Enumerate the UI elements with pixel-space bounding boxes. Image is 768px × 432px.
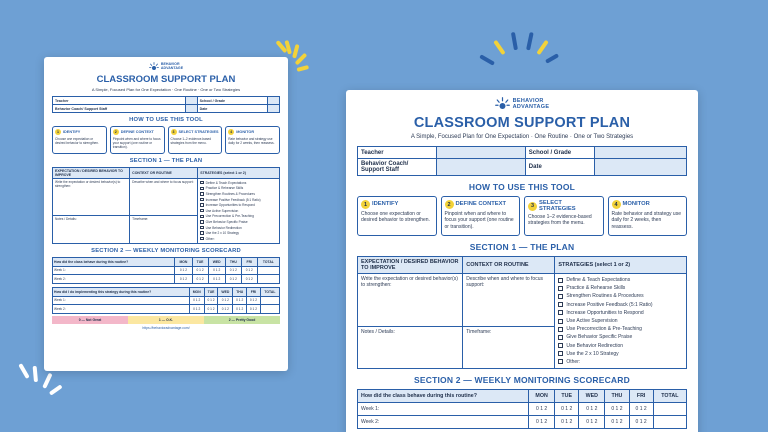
teacher-label: Teacher: [358, 147, 437, 159]
checkbox-icon[interactable]: [558, 351, 563, 356]
rating-cell[interactable]: 0 1 2: [629, 403, 653, 416]
expectation-header: EXPECTATION / DESIRED BEHAVIOR TO IMPROVE: [358, 257, 463, 274]
step-identify: 1 IDENTIFY Choose one expectation or desired behavior to strengthen.: [357, 196, 437, 236]
school-grade-field[interactable]: [594, 147, 686, 159]
date-field[interactable]: [594, 159, 686, 176]
page-title: CLASSROOM SUPPORT PLAN: [96, 74, 236, 85]
strategy-label: Increase Opportunities to Respond: [205, 203, 255, 208]
info-table: [357, 146, 687, 176]
plan-table: [357, 256, 687, 369]
checkbox-icon[interactable]: [200, 215, 203, 218]
checkbox-icon[interactable]: [558, 278, 563, 283]
strategy-label: Strengthen Routines & Procedures: [566, 293, 644, 300]
strategy-option[interactable]: [558, 292, 683, 300]
checkbox-icon[interactable]: [200, 198, 203, 201]
day-thu: THU: [605, 390, 629, 403]
expectation-field[interactable]: Write the expectation or desired behavior(s) to strengthen:: [358, 274, 463, 327]
strategy-label: Define & Teach Expectations: [205, 180, 247, 185]
teacher-field[interactable]: [436, 147, 525, 159]
plan-heading: SECTION 1 — THE PLAN: [469, 242, 575, 252]
context-header: CONTEXT OR ROUTINE: [463, 257, 555, 274]
strategy-label: Use Active Supervision: [566, 318, 618, 325]
rating-cell[interactable]: 0 1 2: [555, 403, 579, 416]
page-title: CLASSROOM SUPPORT PLAN: [413, 115, 631, 131]
strategy-label: Increase Positive Feedback (5:1 Ratio): [566, 301, 653, 308]
notes-field[interactable]: Notes / Details:: [358, 326, 463, 368]
checkbox-icon[interactable]: [200, 181, 203, 184]
strategy-label: Use Active Supervision: [205, 208, 239, 213]
strategy-option[interactable]: [200, 236, 277, 242]
checkbox-icon[interactable]: [558, 327, 563, 332]
strategy-label: Use the 2 x 10 Strategy: [566, 350, 619, 357]
checkbox-icon[interactable]: [200, 187, 203, 190]
checkbox-icon[interactable]: [558, 335, 563, 340]
total-header: TOTAL: [653, 390, 686, 403]
scorecard-table-2: How did I do implementing this strategy during this routine? MON TUE WED THU FRI TOTAL Week 1: 0 1 2 0 1 2 0 1 2 0 1 2 0 1 2 Week 2: 0 1 2 0 1 2 0 1 2 0 1 2 0 1 2: [52, 287, 280, 314]
strategy-label: Increase Opportunities to Respond: [566, 309, 644, 316]
strategy-label: Use the 2 x 10 Strategy: [205, 231, 239, 236]
plan-thumbnail: [44, 57, 288, 371]
strategy-label: Increase Positive Feedback (5:1 Ratio): [205, 197, 261, 202]
day-wed: WED: [579, 390, 605, 403]
checkbox-icon[interactable]: [200, 231, 203, 234]
scorecard-heading: SECTION 2 — WEEKLY MONITORING SCORECARD: [91, 247, 241, 254]
rating-cell[interactable]: 0 1 2: [629, 416, 653, 429]
coach-label: Behavior Coach/ Support Staff: [358, 159, 437, 176]
timeframe-field[interactable]: Timeframe:: [463, 326, 555, 368]
rating-cell[interactable]: 0 1 2: [529, 416, 555, 429]
strategy-label: Practice & Rehearse Skills: [205, 186, 244, 191]
day-mon: MON: [529, 390, 555, 403]
plan-document: [346, 90, 698, 432]
rating-cell[interactable]: 0 1 2: [529, 403, 555, 416]
step-define-context: 2 DEFINE CONTEXT Pinpoint when and where to focus your support (one routine or transition).: [441, 196, 521, 236]
info-table: Teacher School / Grade Behavior Coach/ Support Staff Date: [52, 96, 280, 113]
table-row: Week 2: 0 1 2 0 1 2 0 1 2 0 1 2 0 1 2: [358, 416, 687, 429]
strategy-label: Give Behavior Specific Praise: [205, 219, 248, 224]
footer-link[interactable]: https://behavioradvantage.com/: [142, 325, 190, 330]
day-fri: FRI: [629, 390, 653, 403]
checkbox-icon[interactable]: [558, 286, 563, 291]
strategy-label: Use Behavior Redirection: [566, 342, 624, 349]
scorecard-heading: SECTION 2 — WEEKLY MONITORING SCORECARD: [414, 375, 630, 386]
page-subtitle: A Simple, Focused Plan for One Expectation · One Routine · One or Two Strategies: [91, 87, 241, 92]
rating-cell[interactable]: 0 1 2: [555, 416, 579, 429]
strategy-label: Give Behavior Specific Praise: [566, 334, 633, 341]
checkbox-icon[interactable]: [200, 203, 203, 206]
strategy-label: Other:: [566, 358, 581, 365]
plan-table: EXPECTATION / DESIRED BEHAVIOR TO IMPROVE CONTEXT OR ROUTINE STRATEGIES (select 1 or 2) Write the expectation or desired behavior(s) to strengthen: Describe when and where to focus support: Define & Teach Expectations Practice & Rehearse Skills Strengthen Routines & Procedures Increase Positive Feedback (5:1 Ratio) Increase Opportunities to Respond Use Active Supervision Use Precorrection & Pre-Teaching Give Behavior Specific Praise Use Behavior Redirection Use the 2 x 10 Strategy Other: Notes / Details: Timeframe:: [52, 167, 280, 244]
strategy-option[interactable]: [558, 301, 683, 309]
rating-cell[interactable]: 0 1 2: [579, 416, 605, 429]
strategy-option[interactable]: [558, 358, 683, 366]
strategy-label: Strengthen Routines & Procedures: [205, 191, 255, 196]
logo-sun-icon: [149, 62, 159, 72]
logo: BEHAVIOR ADVANTAGE: [52, 62, 280, 72]
rating-legend: 0 — Not Great 1 — O.K. 2 — Pretty Good: [52, 316, 280, 324]
strategy-label: Define & Teach Expectations: [566, 277, 631, 284]
checkbox-icon[interactable]: [558, 343, 563, 348]
coach-field[interactable]: [436, 159, 525, 176]
checkbox-icon[interactable]: [558, 359, 563, 364]
checkbox-icon[interactable]: [200, 226, 203, 229]
how-to-steps: [357, 196, 687, 236]
total-cell[interactable]: [653, 416, 686, 429]
strategy-option[interactable]: [558, 284, 683, 292]
rating-cell[interactable]: 0 1 2: [579, 403, 605, 416]
logo: BEHAVIOR ADVANTAGE: [357, 97, 687, 112]
strategy-label: Practice & Rehearse Skills: [566, 285, 626, 292]
rating-cell[interactable]: 0 1 2: [605, 416, 629, 429]
scorecard-table: [357, 389, 687, 429]
strategy-label: Use Behavior Redirection: [205, 225, 242, 230]
scorecard-question: How did the class behave during this routine?: [358, 390, 529, 403]
strategy-option[interactable]: [558, 325, 683, 333]
strategy-list: [555, 274, 687, 369]
school-grade-label: School / Grade: [525, 147, 594, 159]
scorecard-table-1: How did the class behave during this routine? MON TUE WED THU FRI TOTAL Week 1: 0 1 2 0 1 2 0 1 2 0 1 2 0 1 2 Week 2: 0 1 2 0 1 2 0 1 2 0 1 2 0 1 2: [52, 257, 280, 284]
strategy-label: Use Precorrection & Pre-Teaching: [566, 326, 642, 333]
strategy-option[interactable]: [558, 333, 683, 341]
checkbox-icon[interactable]: [200, 192, 203, 195]
checkbox-icon[interactable]: [200, 237, 203, 240]
step-select-strategies: 3 SELECT STRATEGIES Choose 1–2 evidence-based strategies from the menu.: [524, 196, 604, 236]
burst-top-center: [486, 24, 556, 74]
strategy-label: Use Precorrection & Pre-Teaching: [205, 214, 254, 219]
checkbox-icon[interactable]: [558, 294, 563, 299]
rating-cell[interactable]: 0 1 2: [605, 403, 629, 416]
how-to-heading: HOW TO USE THIS TOOL: [129, 117, 203, 123]
context-field[interactable]: Describe when and where to focus support:: [463, 274, 555, 327]
strategy-label: Other:: [205, 236, 215, 241]
date-label: Date: [525, 159, 594, 176]
step-monitor: 4 MONITOR Rate behavior and strategy use daily for 2 weeks, then reassess.: [608, 196, 688, 236]
logo-sun-icon: [495, 97, 510, 112]
strategy-option[interactable]: [558, 317, 683, 325]
strategy-option[interactable]: [558, 276, 683, 284]
how-to-steps: 1 IDENTIFY Choose one expectation or desired behavior to strengthen. 2 DEFINE CONTEXT Pinpoint when and where to focus your support (one routine or transition). 3 SELECT STRATEGIES Choose 1–2 evidence-based strategies from the menu. 4 MONITOR Rate behavior and strategy use daily for 2 weeks, then reassess.: [52, 126, 280, 154]
checkbox-icon[interactable]: [558, 302, 563, 307]
strategy-option[interactable]: [558, 342, 683, 350]
table-row: Week 1: 0 1 2 0 1 2 0 1 2 0 1 2 0 1 2: [358, 403, 687, 416]
checkbox-icon[interactable]: [558, 310, 563, 315]
strategy-option[interactable]: [558, 309, 683, 317]
checkbox-icon[interactable]: [200, 220, 203, 223]
checkbox-icon[interactable]: [558, 319, 563, 324]
checkbox-icon[interactable]: [200, 209, 203, 212]
plan-heading: SECTION 1 — THE PLAN: [129, 158, 203, 164]
how-to-heading: HOW TO USE THIS TOOL: [468, 182, 576, 192]
strategy-option[interactable]: [558, 350, 683, 358]
day-tue: TUE: [555, 390, 579, 403]
page-subtitle: A Simple, Focused Plan for One Expectation · One Routine · One or Two Strategies: [410, 134, 634, 140]
total-cell[interactable]: [653, 403, 686, 416]
strategies-header: STRATEGIES (select 1 or 2): [555, 257, 687, 274]
